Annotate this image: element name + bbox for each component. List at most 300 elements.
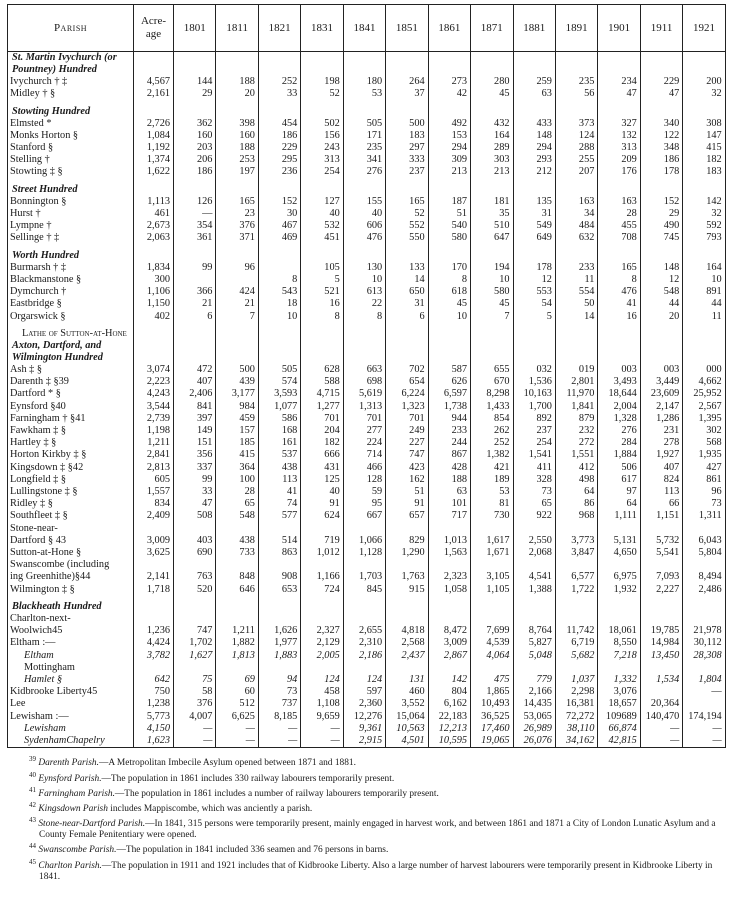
population-cell: 11,970 — [555, 388, 597, 400]
population-cell: 252 — [258, 76, 300, 88]
population-cell: 42,815 — [598, 735, 640, 748]
acreage-cell: 2,739 — [134, 413, 174, 425]
population-cell: 003 — [640, 364, 682, 376]
parish-name: Stanford § — [8, 142, 134, 154]
table-row — [8, 510, 726, 522]
population-cell: 64 — [555, 486, 597, 498]
parish-name: Woolwich45 — [8, 625, 134, 637]
population-cell: 3,773 — [555, 535, 597, 547]
acreage-cell: 1,238 — [134, 698, 174, 710]
empty-cell — [386, 105, 428, 117]
population-cell: 186 — [174, 166, 216, 178]
population-cell: 65 — [513, 498, 555, 510]
population-cell: 3,552 — [386, 698, 428, 710]
empty-cell — [683, 328, 725, 340]
hundred-heading: Worth Hundred — [8, 250, 134, 262]
empty-cell — [216, 184, 258, 196]
population-cell: 34 — [555, 208, 597, 220]
table-row — [8, 547, 726, 559]
acreage-cell: 4,567 — [134, 76, 174, 88]
population-cell: 492 — [428, 118, 470, 130]
population-cell: 6,597 — [428, 388, 470, 400]
population-cell: 588 — [301, 376, 343, 388]
population-cell: 6,625 — [216, 711, 258, 723]
table-row — [8, 625, 726, 637]
population-cell: 10,163 — [513, 388, 555, 400]
population-cell: 213 — [471, 166, 513, 178]
footnote-text: —The population in 1841 included 336 seamen and 76 persons in barns. — [116, 845, 389, 856]
empty-cell — [134, 250, 174, 262]
population-cell: 59 — [343, 486, 385, 498]
empty-cell — [471, 250, 513, 262]
acreage-cell — [134, 662, 174, 674]
population-cell: 188 — [428, 474, 470, 486]
acreage-cell: 402 — [134, 311, 174, 323]
acreage-cell — [134, 613, 174, 625]
population-cell: 577 — [258, 510, 300, 522]
population-cell: 624 — [301, 510, 343, 522]
population-cell — [555, 613, 597, 625]
empty-cell — [174, 601, 216, 613]
population-cell: — — [640, 723, 682, 735]
population-cell: 21 — [174, 298, 216, 310]
population-cell: 1,977 — [258, 637, 300, 649]
population-cell: 708 — [598, 232, 640, 244]
population-cell — [471, 523, 513, 535]
population-cell: 879 — [555, 413, 597, 425]
parish-name: Lee — [8, 698, 134, 710]
parish-name: Farningham † §41 — [8, 413, 134, 425]
empty-cell — [258, 601, 300, 613]
population-cell: 587 — [428, 364, 470, 376]
population-cell: 17,460 — [471, 723, 513, 735]
population-cell — [598, 662, 640, 674]
population-cell: 1,626 — [258, 625, 300, 637]
population-cell — [513, 613, 555, 625]
population-cell: 160 — [174, 130, 216, 142]
header-row — [8, 5, 726, 52]
population-cell: 161 — [258, 437, 300, 449]
population-cell: 8,764 — [513, 625, 555, 637]
parish-name: Sellinge † ‡ — [8, 232, 134, 244]
population-cell: 45 — [428, 298, 470, 310]
empty-cell — [216, 340, 258, 364]
population-cell: 863 — [258, 547, 300, 559]
population-cell: 532 — [301, 220, 343, 232]
empty-cell — [598, 328, 640, 340]
acreage-cell: 2,813 — [134, 462, 174, 474]
parish-name: Stone-near- — [8, 523, 134, 535]
population-cell: 829 — [386, 535, 428, 547]
population-cell: 9,361 — [343, 723, 385, 735]
population-cell: 666 — [301, 449, 343, 461]
population-cell: 163 — [598, 196, 640, 208]
population-cell: 188 — [216, 76, 258, 88]
column-header-year: 1921 — [683, 5, 725, 52]
population-cell — [258, 262, 300, 274]
population-cell: 649 — [513, 232, 555, 244]
population-cell: 233 — [428, 425, 470, 437]
population-cell: 617 — [598, 474, 640, 486]
population-cell: 10 — [471, 274, 513, 286]
empty-cell — [216, 601, 258, 613]
population-cell: 99 — [174, 262, 216, 274]
population-cell — [343, 559, 385, 571]
population-cell: 14,435 — [513, 698, 555, 710]
parish-name: Mottingham — [8, 662, 134, 674]
population-cell: 520 — [174, 584, 216, 596]
empty-cell — [428, 52, 470, 77]
population-cell: 8,298 — [471, 388, 513, 400]
footnote-title: Kingsdown Parish — [38, 804, 108, 815]
population-cell: 1,541 — [513, 449, 555, 461]
population-cell — [683, 559, 725, 571]
population-cell: 500 — [216, 364, 258, 376]
table-row — [8, 364, 726, 376]
empty-cell — [683, 340, 725, 364]
population-cell: 632 — [555, 232, 597, 244]
population-cell: 505 — [258, 364, 300, 376]
population-cell: — — [174, 208, 216, 220]
population-cell: 5,541 — [640, 547, 682, 559]
population-cell: 745 — [640, 232, 682, 244]
population-cell: 3,009 — [428, 637, 470, 649]
empty-cell — [471, 340, 513, 364]
population-cell: 81 — [471, 498, 513, 510]
population-cell — [386, 662, 428, 674]
parish-name: Kingsdown ‡ §42 — [8, 462, 134, 474]
population-cell: 5,048 — [513, 650, 555, 662]
population-cell: 2,550 — [513, 535, 555, 547]
empty-cell — [640, 328, 682, 340]
table-row — [8, 262, 726, 274]
empty-cell — [134, 184, 174, 196]
population-cell: 51 — [386, 486, 428, 498]
population-cell: 45 — [471, 298, 513, 310]
population-cell: 73 — [683, 498, 725, 510]
population-cell: 303 — [471, 154, 513, 166]
table-row — [8, 571, 726, 583]
population-cell: 280 — [471, 76, 513, 88]
empty-cell — [683, 52, 725, 77]
population-cell: 101 — [428, 498, 470, 510]
population-cell: 12 — [513, 274, 555, 286]
population-cell: 348 — [640, 142, 682, 154]
population-cell: 200 — [683, 76, 725, 88]
population-cell: 276 — [598, 425, 640, 437]
population-cell: 333 — [386, 154, 428, 166]
population-cell: 8,185 — [258, 711, 300, 723]
population-cell: 33 — [174, 486, 216, 498]
population-cell: 2,166 — [513, 686, 555, 698]
population-cell: 181 — [471, 196, 513, 208]
empty-cell — [640, 340, 682, 364]
population-cell — [343, 523, 385, 535]
footnote — [9, 770, 725, 785]
parish-name: Bonnington § — [8, 196, 134, 208]
parish-name: Eastbridge § — [8, 298, 134, 310]
population-cell: 460 — [386, 686, 428, 698]
population-cell: 142 — [428, 674, 470, 686]
empty-cell — [471, 105, 513, 117]
table-row — [8, 674, 726, 686]
population-cell: 125 — [301, 474, 343, 486]
population-cell: 1,433 — [471, 401, 513, 413]
population-cell — [683, 613, 725, 625]
population-cell: 53 — [343, 88, 385, 100]
table-row — [8, 723, 726, 735]
population-cell: 31 — [386, 298, 428, 310]
population-cell: 18,657 — [598, 698, 640, 710]
population-cell: 2,486 — [683, 584, 725, 596]
population-cell: 701 — [386, 413, 428, 425]
acreage-cell: 4,150 — [134, 723, 174, 735]
population-cell: 1,865 — [471, 686, 513, 698]
population-cell: 237 — [513, 425, 555, 437]
empty-cell — [555, 328, 597, 340]
footnote — [9, 754, 725, 769]
population-cell: 147 — [683, 130, 725, 142]
population-cell: 313 — [598, 142, 640, 154]
population-cell: 51 — [428, 208, 470, 220]
population-cell: 2,005 — [301, 650, 343, 662]
parish-name: Eynsford §40 — [8, 401, 134, 413]
population-cell: 8 — [258, 274, 300, 286]
population-cell: 28,308 — [683, 650, 725, 662]
population-cell: 592 — [683, 220, 725, 232]
empty-cell — [598, 601, 640, 613]
population-cell: 130 — [343, 262, 385, 274]
population-cell — [174, 613, 216, 625]
population-cell: 506 — [598, 462, 640, 474]
population-cell: 724 — [301, 584, 343, 596]
population-cell: — — [301, 735, 343, 748]
empty-cell — [216, 105, 258, 117]
empty-cell — [513, 250, 555, 262]
population-cell: 2,147 — [640, 401, 682, 413]
population-cell: 340 — [640, 118, 682, 130]
population-cell: 53 — [471, 486, 513, 498]
population-cell: 44 — [640, 298, 682, 310]
population-cell: 144 — [174, 76, 216, 88]
population-cell: 1,111 — [598, 510, 640, 522]
empty-cell — [174, 184, 216, 196]
population-cell: 1,108 — [301, 698, 343, 710]
population-cell: 550 — [386, 232, 428, 244]
acreage-cell: 3,544 — [134, 401, 174, 413]
acreage-cell: 1,113 — [134, 196, 174, 208]
population-cell — [428, 662, 470, 674]
population-cell: 717 — [428, 510, 470, 522]
population-cell: 1,277 — [301, 401, 343, 413]
footnote-title: Swanscombe Parish. — [38, 845, 117, 856]
population-cell: 8,494 — [683, 571, 725, 583]
population-cell: 3,076 — [598, 686, 640, 698]
population-cell — [174, 559, 216, 571]
population-cell: 1,722 — [555, 584, 597, 596]
population-cell: 66,874 — [598, 723, 640, 735]
population-cell: 32 — [683, 88, 725, 100]
hundred-heading-row — [8, 184, 726, 196]
population-cell — [683, 662, 725, 674]
population-cell: 1,738 — [428, 401, 470, 413]
population-cell: 554 — [555, 286, 597, 298]
population-cell: 428 — [428, 462, 470, 474]
population-cell: — — [683, 735, 725, 748]
population-cell: 841 — [174, 401, 216, 413]
population-cell — [216, 523, 258, 535]
population-cell: 1,884 — [598, 449, 640, 461]
population-cell: 235 — [343, 142, 385, 154]
parish-name: Kidbrooke Liberty45 — [8, 686, 134, 698]
population-cell: 427 — [683, 462, 725, 474]
population-cell: 236 — [258, 166, 300, 178]
population-cell: 124 — [555, 130, 597, 142]
empty-cell — [640, 250, 682, 262]
parish-name: Hartley ‡ § — [8, 437, 134, 449]
population-cell: 454 — [258, 118, 300, 130]
population-cell — [258, 523, 300, 535]
empty-cell — [683, 250, 725, 262]
population-cell: 505 — [343, 118, 385, 130]
population-cell — [216, 559, 258, 571]
population-cell — [598, 523, 640, 535]
population-cell: 8,550 — [598, 637, 640, 649]
population-cell: 502 — [301, 118, 343, 130]
population-cell: 891 — [683, 286, 725, 298]
population-cell: 189 — [471, 474, 513, 486]
empty-cell — [598, 184, 640, 196]
population-cell: 423 — [386, 462, 428, 474]
population-cell: 4,715 — [301, 388, 343, 400]
population-cell: 500 — [386, 118, 428, 130]
population-cell: 10 — [428, 311, 470, 323]
population-cell: 415 — [683, 142, 725, 154]
population-cell: 213 — [428, 166, 470, 178]
population-cell: 164 — [471, 130, 513, 142]
acreage-cell: 1,211 — [134, 437, 174, 449]
population-cell: 3,105 — [471, 571, 513, 583]
empty-cell — [174, 328, 216, 340]
population-cell: 63 — [513, 88, 555, 100]
empty-cell — [258, 52, 300, 77]
population-cell: 3,449 — [640, 376, 682, 388]
population-cell: 302 — [683, 425, 725, 437]
empty-cell — [386, 250, 428, 262]
population-cell: 197 — [216, 166, 258, 178]
population-cell: — — [216, 723, 258, 735]
population-cell: 6,162 — [428, 698, 470, 710]
population-cell — [513, 662, 555, 674]
population-cell: 188 — [216, 142, 258, 154]
population-cell: 407 — [174, 376, 216, 388]
column-header-year: 1801 — [174, 5, 216, 52]
population-cell: 293 — [513, 154, 555, 166]
table-row — [8, 142, 726, 154]
population-cell: 2,310 — [343, 637, 385, 649]
population-cell: 186 — [258, 130, 300, 142]
population-cell: 13,450 — [640, 650, 682, 662]
population-cell: 475 — [471, 674, 513, 686]
parish-name: Monks Horton § — [8, 130, 134, 142]
population-cell: 5,682 — [555, 650, 597, 662]
population-cell: 361 — [174, 232, 216, 244]
population-cell: 2,227 — [640, 584, 682, 596]
population-cell: 032 — [513, 364, 555, 376]
population-cell: 747 — [174, 625, 216, 637]
population-cell: 1,105 — [471, 584, 513, 596]
acreage-cell — [134, 523, 174, 535]
population-cell: 21 — [216, 298, 258, 310]
population-cell: 411 — [513, 462, 555, 474]
population-cell: 25,952 — [683, 388, 725, 400]
population-cell: 309 — [428, 154, 470, 166]
parish-name: Sutton-at-Hone § — [8, 547, 134, 559]
empty-cell — [471, 601, 513, 613]
population-cell: 294 — [513, 142, 555, 154]
population-cell: 14 — [555, 311, 597, 323]
population-cell: 15,064 — [386, 711, 428, 723]
footnote-title: Farningham Parish. — [38, 788, 115, 799]
empty-cell — [598, 250, 640, 262]
population-cell: 165 — [386, 196, 428, 208]
acreage-cell: 1,150 — [134, 298, 174, 310]
population-cell: 284 — [598, 437, 640, 449]
population-cell: 421 — [471, 462, 513, 474]
empty-cell — [428, 105, 470, 117]
population-cell: 187 — [428, 196, 470, 208]
population-cell: 37 — [386, 88, 428, 100]
acreage-cell: 3,782 — [134, 650, 174, 662]
population-cell: 1,211 — [216, 625, 258, 637]
population-cell: 8 — [301, 311, 343, 323]
hundred-heading-row — [8, 105, 726, 117]
population-cell: 30,112 — [683, 637, 725, 649]
population-cell: 66 — [640, 498, 682, 510]
table-row — [8, 686, 726, 698]
empty-cell — [301, 52, 343, 77]
population-cell: 212 — [513, 166, 555, 178]
population-cell: 568 — [683, 437, 725, 449]
population-cell: 647 — [471, 232, 513, 244]
population-cell: — — [258, 735, 300, 748]
population-cell: 231 — [640, 425, 682, 437]
population-cell: 2,801 — [555, 376, 597, 388]
population-cell: 29 — [174, 88, 216, 100]
population-cell: 294 — [428, 142, 470, 154]
acreage-cell: 1,192 — [134, 142, 174, 154]
population-cell — [216, 613, 258, 625]
population-cell: 618 — [428, 286, 470, 298]
population-cell: 128 — [343, 474, 385, 486]
population-cell: 498 — [555, 474, 597, 486]
population-cell: 40 — [301, 208, 343, 220]
population-cell: 908 — [258, 571, 300, 583]
empty-cell — [134, 105, 174, 117]
population-cell: 698 — [343, 376, 385, 388]
parish-name: Lewisham — [8, 723, 134, 735]
population-cell: 2,068 — [513, 547, 555, 559]
population-cell: 521 — [301, 286, 343, 298]
empty-cell — [598, 52, 640, 77]
population-cell: 126 — [174, 196, 216, 208]
population-cell: 1,935 — [683, 449, 725, 461]
population-cell: 73 — [513, 486, 555, 498]
population-cell — [386, 523, 428, 535]
population-cell — [428, 559, 470, 571]
acreage-cell: 3,074 — [134, 364, 174, 376]
acreage-cell: 5,773 — [134, 711, 174, 723]
